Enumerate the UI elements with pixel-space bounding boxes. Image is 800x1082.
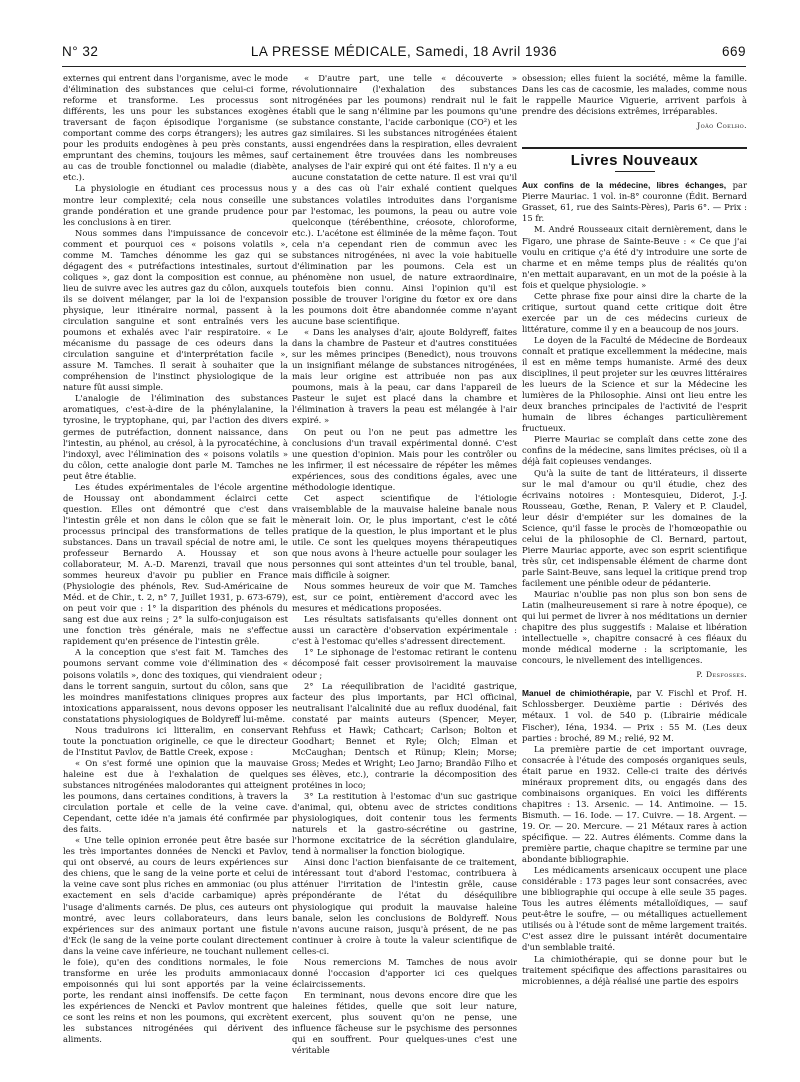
issue-number: N° 32 [62,44,99,59]
paragraph: En terminant, nous devons encore dire que les haleines fétides, quelle que soit leur nature, exercent, plus souvent qu'on ne pense, une influence fâcheuse sur le psychisme des personnes qui en souffrent. Pour quelques-unes c'est une véritable [292,989,517,1056]
paragraph: La première partie de cet important ouvrage, consacrée à l'étude des composés organiques seuls, était parue en 1932. Celle-ci traite des dérivés minéraux proprement dits, ou engagés dans des combinaisons organiques. En voici les différents chapitres : 13. Arsenic. — 14. Antimoine. — 15. Bismuth. — 16. Iode. — 17. Cuivre. — 18. Argent. — 19. Or. — 20. Mercure. — 21 Métaux rares à action spécifique. — 22. Autres éléments. Comme dans la première partie, chaque chapitre se termine par une abondante bibliographie. [522,743,747,865]
paragraph: 3° La restitution à l'estomac d'un suc gastrique d'animal, qui, obtenu avec de strictes conditions physiologiques, doit contenir tous les ferments naturels et la gastro-sécrétine ou gastrine, l'hormone excitatrice de la sécrétion glandulaire, tend à normaliser la fonction biologique. [292,791,517,857]
paragraph: La chimiothérapie, qui se donne pour but le traitement spécifique des affections parasitaires ou microbiennes, a déjà réalisé une partie des espoirs [522,953,747,986]
column-3 [522,73,747,987]
column-1 [63,73,288,1045]
section-title: Livres Nouveaux [570,152,699,170]
paragraph: Mauriac n'oublie pas non plus son bon sens de Latin (malheureusement si rare à notre époque), ce qui lui permet de livrer à nos méditations un dernier chapitre des plus suggestifs : Malaise et libération intellectuelle », chapitre consacré à ces fléaux du monde médical moderne : la scriptomanie, les concours, le nivellement des intelligences. [522,589,747,666]
paragraph: 2° La réequilibration de l'acidité gastrique, facteur des plus importants, par HCl officinal, neutralisant l'alcalinité due au reflux duodénal, fait constaté par maints auteurs (Spencer, Meyer, Rehfuss et Hawk; Cathcart; Carlson; Bolton et Goodhart; Bennet et Ryle; Olch; Elman et McCaughan; Dentsch et Rünup; Klein; Morse; Gross; Medes et Wright; Leo Jarno; Brandão Filho et ses élèves, etc.), contrarie la décomposition des protéines in loco; [292,680,517,790]
paragraph: Ainsi donc l'action bienfaisante de ce traitement, intéressant tout d'abord l'estomac, contribuera à atténuer l'irritation de l'intestin grêle, cause prépondérante de l'état du déséquilibre physiologique qui produit la mauvaise haleine banale, selon les conclusions de Boldyreff. Nous n'avons aucune raison, jusqu'à présent, de ne pas continuer à croire à toute la valeur scientifique de celles-ci. [292,857,517,956]
book-title: Manuel de chimiothérapie, [522,688,632,699]
paragraph: A la conception que s'est fait M. Tamches des poumons servant comme voie d'élimination des « poisons volatils », donc des toxiques, qui viendraient dans le torrent sanguin, surtout du côlon, sans que les moindres manifestations cliniques propres aux intoxications apparaissent, nous devons opposer les constatations physiologiques de Boldyreff lui-même. [63,647,288,724]
page-number: 669 [721,44,746,59]
paragraph: obsession; elles fuient la société, même la famille. Dans les cas de cacosmie, les malades, comme nous le rappelle Maurice Viguerie, arrivent parfois à prendre des décisions extrêmes, irréparables. [522,73,747,117]
paragraph: On peut ou l'on ne peut pas admettre les conclusions d'un travail expérimental donné. C'est une question d'opinion. Mais pour les contrôler ou les infirmer, il est nécessaire de répéter les mêmes expériences, sous des conditions égales, avec une méthodologie identique. [292,426,517,492]
paragraph: Cet aspect scientifique de l'étiologie vraisemblable de la mauvaise haleine banale nous mènerait loin. Or, le plus important, c'est le côté pratique de la question, le plus important et le plus utile. Ce sont les quelques moyens thérapeutiques que nous avons à l'heure actuelle pour soulager les personnes qui sont atteintes d'un tel trouble, banal, mais difficile à soigner. [292,492,517,581]
paragraph: Pierre Mauriac se complaît dans cette zone des confins de la médecine, sans limites précises, où il a déjà fait copieuses vendanges. [522,434,747,467]
book-citation: par Pierre Mauriac. 1 vol. in-8° couronne (Édit. Bernard Grasset, 61, rue des Saints-Pères), Paris 6°. — Prix : 15 fr. [522,180,747,224]
paragraph: Nous remercions M. Tamches de nous avoir donné l'occasion d'apporter ici ces quelques éclaircissements. [292,956,517,989]
column-2 [292,73,517,1056]
journal-title: LA PRESSE MÉDICALE, Samedi, 18 Avril 1936 [250,44,558,59]
page-header [62,44,746,64]
section-rule [522,147,747,149]
paragraph: Le doyen de la Faculté de Médecine de Bordeaux connaît et pratique excellemment la médecine, mais il est en même temps humaniste. Armé des deux disciplines, il peut projeter sur les œuvres littéraires les lueurs de la Science et sur la Médecine les lumières de la Philosophie. Ainsi ont lieu entre les deux branches principales de l'activité de l'esprit humain de libres échanges particulièrement fructueux. [522,334,747,434]
paragraph: Les résultats satisfaisants qu'elles donnent ont aussi un caractère d'observation expérimentale : c'est à l'estomac qu'elles s'adressent directement. [292,614,517,647]
paragraph: « D'autre part, une telle « découverte » révolutionnaire (l'exhalation des substances nitrogénées par les poumons) rendrait nul le fait établi que le sang n'élimine par les poumons qu'une substance constante, l'acide carbonique (CO²) et les gaz similaires. Si les substances nitrogénées étaient aussi engendrées dans la respiration, elles devraient certainement être trouvées dans les nombreuses analyses de l'air expiré qui ont été faites. Il n'y a eu aucune constatation de cette nature. Il est vrai qu'il y a des cas où l'air exhalé contient quelques substances volatiles introduites dans l'organisme par l'estomac, les poumons, la peau ou autre voie quelconque (térébenthine, créosote, chloroforme, etc.). L'acétone est éliminée de la même façon. Tout cela n'a cependant rien de commun avec les substances nitrogénées, ni avec la voie habituelle d'élimination par les poumons. Cela est un phénomène non usuel, de nature extraordinaire, toutefois bien connu. Ainsi l'opinion qu'il est possible de trouver l'origine du fœtor ex ore dans les poumons doit être abandonnée comme n'ayant aucune base scientifique. [292,73,517,327]
book-title: Aux confins de la médecine, libres échanges, [522,180,727,191]
book-entry [522,688,747,743]
paragraph: Nous sommes heureux de voir que M. Tamches est, sur ce point, entièrement d'accord avec les mesures et médications proposées. [292,581,517,614]
paragraph: La physiologie en étudiant ces processus nous montre leur complexité; cela nous conseille une grande pondération et une grande prudence pour les conclusions à en tirer. [63,183,288,227]
paragraph: « Dans les analyses d'air, ajoute Boldyreff, faites dans la chambre de Pasteur et d'autres constituées sur les mêmes principes (Benedict), nous trouvons un insignifiant mélange de substances nitrogénées, mais leur origine est attribuée non pas aux poumons, mais à la peau, car dans l'appareil de Pasteur le sujet est placé dans la chambre et l'élimination à travers la peau est mélangée à l'air expiré. » [292,327,517,426]
paragraph: L'analogie de l'élimination des substances aromatiques, c'est-à-dire de la phénylalanine, la tyrosine, le tryptophane, qui, par l'action des divers germes de putréfaction, donnent naissance, dans l'intestin, au phénol, au crésol, à la pyrocatéchine, à l'indoxyl, avec l'élimination des « poisons volatils » du côlon, cette analogie dont parle M. Tamches ne peut être établie. [63,393,288,481]
header-rule [62,66,746,67]
paragraph: Les médicaments arsenicaux occupent une place considérable : 173 pages leur sont consacrées, avec une bibliographie qui occupe à elle seule 35 pages. Tous les autres éléments métalloïdiques, — sauf peut-être le soufre, — ou métalliques actuellement utilisés ou à l'étude sont de même largement traités. C'est assez dire le puissant intérêt documentaire d'un semblable traité. [522,865,747,953]
section-underline [615,171,655,172]
paragraph: Qu'à la suite de tant de littérateurs, il disserte sur le mal d'amour ou qu'il étudie, chez des écrivains notoires : Montesquieu, Diderot, J.-J. Rousseau, Gœthe, Renan, P. Valery et P. Claudel, leur désir d'empiéter sur les domaines de la Science, qu'il fasse le procès de l'homœopathie ou celui de la philosophie de Cl. Bernard, partout, Pierre Mauriac apporte, avec son esprit scientifique très sûr, cet indispensable élément de charme dont parle Saint-Beuve, sans lequel la critique prend trop facilement une pénible odeur de pédanterie. [522,467,747,588]
paragraph: 1° Le siphonage de l'estomac retirant le contenu décomposé fait cesser provisoirement la mauvaise odeur ; [292,647,517,680]
author-signature: João Coelho. [697,121,747,131]
paragraph: « On s'est formé une opinion que la mauvaise haleine est due à l'exhalation de quelques substances nitrogénées malodorantes qui atteignent les poumons, dans certaines conditions, à travers la circulation portale et celle de la veine cave. Cependant, cette idée n'a jamais été confirmée par des faits. [63,757,288,835]
section-header [522,147,747,172]
paragraph: « Une telle opinion erronée peut être basée sur les très importantes données de Nencki et Pavlov, qui ont observé, au cours de leurs expériences sur des chiens, que le sang de la veine porte et celui de la veine cave sont plus riches en ammoniac (ou plus exactement en sels d'acide carbamique) après l'usage d'aliments carnés. De plus, ces auteurs ont montré, avec leurs collaborateurs, dans leurs expériences sur des animaux portant une fistule d'Eck (le sang de la veine porte coulant directement dans la veine cave inférieure, ne touchant nullement le foie), qu'en des conditions normales, le foie transforme en urée les produits ammoniacaux empoisonnés qui lui sont apportés par la veine porte, les rendant ainsi inoffensifs. De cette façon les expériences de Nencki et Pavlov montrent que ce sont les reins et non les poumons, qui excrètent les substances nitrogénées qui dérivent des aliments. [63,835,288,1045]
paragraph: Nous sommes dans l'impuissance de concevoir comment et pourquoi ces « poisons volatils », comme M. Tamches dénomme les gaz qui se dégagent des « putréfactions intestinales, surtout coliques », gaz dont la composition est connue, au lieu de suivre avec les autres gaz du côlon, auxquels ils se doivent mélanger, par la loi de l'expansion physique, leur itinéraire normal, passent à la circulation sanguine et sont entraînés vers les poumons et exhalés avec l'air respiratoire. « Le mécanisme du passage de ces odeurs dans la circulation sanguine et d'interprétation facile », assure M. Tamches. Il serait à souhaiter que la compréhension de l'instinct physiologique de la nature fût aussi simple. [63,227,288,393]
paragraph: Cette phrase fixe pour ainsi dire la charte de la critique, surtout quand cette critique doit être exercée par un de ces médecins curieux de littérature, comme il y en a beaucoup de nos jours. [522,290,747,334]
spacer [522,680,747,688]
book-citation: par V. Fischl et Prof. H. Schlossberger. Deuxième partie : Dérivés des métaux. 1 vol. de 540 p. (Librairie médicale Fischer), Iéna, 1934. — Prix : 55 M. (Les deux parties : broché, 89 M.; relié, 92 M. [522,688,747,743]
paragraph: M. André Rousseaux citait dernièrement, dans le Figaro, une phrase de Sainte-Beuve : « Ce que j'ai voulu en critique ç'a été d'y introduire une sorte de charme et en même temps plus de réalités qu'on n'en mettait auparavant, en un mot de la poésie à la fois et quelque physiologie. » [522,224,747,290]
reviewer-signature: P. Desfosses. [696,670,747,680]
paragraph: Les études expérimentales de l'école argentine de Houssay ont abondamment éclairci cette question. Elles ont démontré que c'est dans l'intestin grêle et non dans le côlon que se fait le processus principal des transformations de telles substances. Dans un travail spécial de notre ami, le professeur Bernardo A. Houssay et son collaborateur, M. A.-D. Marenzi, travail que nous sommes heureux d'avoir pu publier en France (Physiologie des phénols, Rev. Sud-Américaine de Méd. et de Chir., t. 2, n° 7, Juillet 1931, p. 673-679), on peut voir que : 1° la disparition des phénols du sang est due aux reins ; 2° la sulfo-conjugaison est une fonction très générale, mais ne s'effectue rapidement qu'en présence de l'intestin grêle. [63,481,288,647]
paragraph: Nous traduirons ici litteralim, en conservant toute la ponctuation originelle, ce que le directeur de l'Institut Pavlov, de Battle Creek, expose : [63,724,288,757]
book-entry [522,180,747,224]
paragraph: externes qui entrent dans l'organisme, avec le mode d'élimination des substances que celui-ci forme, reforme et transforme. Les processus sont différents, les uns pour les substances exogènes traversant de façon épisodique l'organisme (se comportant comme des corps étrangers); les autres pour les produits endogènes à peu près constants, empruntant des chemins, toujours les mêmes, sauf au cas de trouble fonctionnel ou maladie (diabète, etc.). [63,73,288,183]
